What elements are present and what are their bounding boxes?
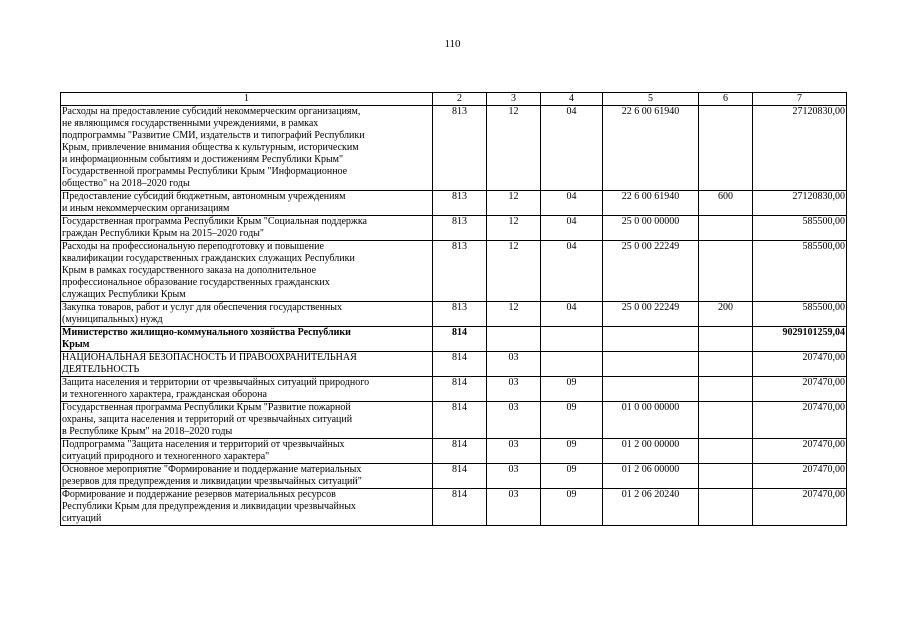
target-article-code-cell: 01 2 00 00000 xyxy=(603,439,699,464)
expense-type-code-cell: 200 xyxy=(699,302,753,327)
section-code-cell: 12 xyxy=(487,191,541,216)
column-number-header: 6 xyxy=(699,93,753,106)
section-code-cell: 12 xyxy=(487,106,541,191)
amount-cell: 207470,00 xyxy=(753,439,847,464)
expense-type-code-cell xyxy=(699,106,753,191)
section-code-cell: 03 xyxy=(487,439,541,464)
target-article-code-cell: 01 2 06 00000 xyxy=(603,464,699,489)
ministry-code-cell: 813 xyxy=(433,191,487,216)
item-name-line: в Республике Крым" на 2018–2020 годы xyxy=(62,426,233,437)
section-code-cell: 03 xyxy=(487,377,541,402)
item-name-cell xyxy=(61,377,433,402)
expense-type-code-cell xyxy=(699,327,753,352)
expense-type-code-cell xyxy=(699,489,753,526)
item-name-line: Крым в рамках государственного заказа на дополнительное xyxy=(62,265,317,276)
ministry-code-cell: 814 xyxy=(433,489,487,526)
ministry-code-cell: 814 xyxy=(433,352,487,377)
target-article-code-cell: 22 6 00 61940 xyxy=(603,106,699,191)
subsection-code-cell xyxy=(541,327,603,352)
section-code-cell: 03 xyxy=(487,352,541,377)
subsection-code-cell: 09 xyxy=(541,489,603,526)
subsection-code-cell: 09 xyxy=(541,439,603,464)
target-article-code-cell xyxy=(603,377,699,402)
item-name-line: Защита населения и территории от чрезвычайных ситуаций природного xyxy=(62,377,370,388)
table-row xyxy=(61,352,847,377)
item-name-line: ситуаций природного и техногенного характера" xyxy=(62,451,270,462)
budget-table xyxy=(60,92,847,526)
item-name-cell xyxy=(61,327,433,352)
target-article-code-cell: 22 6 00 61940 xyxy=(603,191,699,216)
item-name-cell xyxy=(61,302,433,327)
subsection-code-cell: 09 xyxy=(541,464,603,489)
item-name-line: и техногенного характера, гражданская оборона xyxy=(62,389,267,400)
expense-type-code-cell xyxy=(699,352,753,377)
subsection-code-cell: 04 xyxy=(541,106,603,191)
item-name-line: граждан Республики Крым на 2015–2020 годы" xyxy=(62,228,264,239)
table-row xyxy=(61,241,847,302)
column-number-header: 1 xyxy=(61,93,433,106)
target-article-code-cell: 01 0 00 00000 xyxy=(603,402,699,439)
target-article-code-cell: 25 0 00 22249 xyxy=(603,241,699,302)
item-name-line: подпрограммы "Развитие СМИ, издательств и типографий Республики xyxy=(62,130,365,141)
item-name-line: Крым, привлечение внимания общества к культурным, историческим xyxy=(62,142,359,153)
amount-cell: 207470,00 xyxy=(753,377,847,402)
item-name-line: и информационным событиям и достижениям Республики Крым" xyxy=(62,154,344,165)
target-article-code-cell xyxy=(603,352,699,377)
expense-type-code-cell xyxy=(699,216,753,241)
ministry-code-cell: 814 xyxy=(433,402,487,439)
subsection-code-cell: 04 xyxy=(541,241,603,302)
item-name-line: ситуаций xyxy=(62,513,102,524)
expense-type-code-cell xyxy=(699,464,753,489)
item-name-line: Республики Крым для предупреждения и ликвидации чрезвычайных xyxy=(62,501,356,512)
table-body xyxy=(61,106,847,526)
item-name-line: Расходы на профессиональную переподготовку и повышение xyxy=(62,241,324,252)
expense-type-code-cell xyxy=(699,402,753,439)
expense-type-code-cell: 600 xyxy=(699,191,753,216)
amount-cell: 207470,00 xyxy=(753,402,847,439)
subsection-code-cell xyxy=(541,352,603,377)
target-article-code-cell xyxy=(603,327,699,352)
section-code-cell: 12 xyxy=(487,241,541,302)
item-name-line: квалификации государственных гражданских служащих Республики xyxy=(62,253,355,264)
subsection-code-cell: 04 xyxy=(541,191,603,216)
table-row xyxy=(61,106,847,191)
item-name-line: и иным некоммерческим организациям xyxy=(62,203,230,214)
column-number-header: 4 xyxy=(541,93,603,106)
amount-cell: 207470,00 xyxy=(753,489,847,526)
subsection-code-cell: 09 xyxy=(541,377,603,402)
item-name-cell xyxy=(61,402,433,439)
target-article-code-cell: 01 2 06 20240 xyxy=(603,489,699,526)
item-name-line: Предоставление субсидий бюджетным, автономным учреждениям xyxy=(62,191,346,202)
section-code-cell xyxy=(487,327,541,352)
item-name-cell xyxy=(61,191,433,216)
ministry-code-cell: 813 xyxy=(433,106,487,191)
item-name-line: Крым xyxy=(62,339,90,350)
item-name-line: Расходы на предоставление субсидий некоммерческим организациям, xyxy=(62,106,361,117)
table-row xyxy=(61,377,847,402)
column-number-row xyxy=(61,93,847,106)
item-name-line: Государственная программа Республики Крым "Развитие пожарной xyxy=(62,402,351,413)
page-number: 110 xyxy=(444,38,461,50)
amount-cell: 585500,00 xyxy=(753,241,847,302)
section-code-cell: 03 xyxy=(487,464,541,489)
ministry-code-cell: 814 xyxy=(433,377,487,402)
expense-type-code-cell xyxy=(699,241,753,302)
amount-cell: 207470,00 xyxy=(753,464,847,489)
ministry-code-cell: 813 xyxy=(433,302,487,327)
section-code-cell: 03 xyxy=(487,489,541,526)
ministry-code-cell: 814 xyxy=(433,439,487,464)
item-name-cell xyxy=(61,464,433,489)
item-name-line: Государственной программы Республики Крым "Информационное xyxy=(62,166,348,177)
ministry-code-cell: 813 xyxy=(433,216,487,241)
table-row xyxy=(61,327,847,352)
item-name-line: Закупка товаров, работ и услуг для обеспечения государственных xyxy=(62,302,343,313)
amount-cell: 207470,00 xyxy=(753,352,847,377)
amount-cell: 9029101259,04 xyxy=(753,327,847,352)
amount-cell: 585500,00 xyxy=(753,216,847,241)
item-name-line: Государственная программа Республики Крым "Социальная поддержка xyxy=(62,216,367,227)
subsection-code-cell: 04 xyxy=(541,302,603,327)
item-name-line: ДЕЯТЕЛЬНОСТЬ xyxy=(62,364,140,375)
amount-cell: 585500,00 xyxy=(753,302,847,327)
subsection-code-cell: 04 xyxy=(541,216,603,241)
item-name-line: общество" на 2018–2020 годы xyxy=(62,178,190,189)
table-row xyxy=(61,302,847,327)
item-name-line: Основное мероприятие "Формирование и поддержание материальных xyxy=(62,464,362,475)
column-number-header: 3 xyxy=(487,93,541,106)
item-name-cell xyxy=(61,241,433,302)
item-name-cell xyxy=(61,106,433,191)
item-name-line: НАЦИОНАЛЬНАЯ БЕЗОПАСНОСТЬ И ПРАВООХРАНИТЕЛЬНАЯ xyxy=(62,352,357,363)
target-article-code-cell: 25 0 00 22249 xyxy=(603,302,699,327)
ministry-code-cell: 814 xyxy=(433,327,487,352)
item-name-cell xyxy=(61,216,433,241)
amount-cell: 27120830,00 xyxy=(753,191,847,216)
item-name-line: Подпрограмма "Защита населения и территорий от чрезвычайных xyxy=(62,439,345,450)
amount-cell: 27120830,00 xyxy=(753,106,847,191)
column-number-header: 7 xyxy=(753,93,847,106)
table-row xyxy=(61,402,847,439)
table-row xyxy=(61,439,847,464)
item-name-line: Формирование и поддержание резервов материальных ресурсов xyxy=(62,489,336,500)
expense-type-code-cell xyxy=(699,377,753,402)
item-name-line: Министерство жилищно-коммунального хозяйства Республики xyxy=(62,327,351,338)
item-name-line: охраны, защита населения и территорий от чрезвычайных ситуаций xyxy=(62,414,353,425)
item-name-line: не являющимся государственными учреждениями, в рамках xyxy=(62,118,319,129)
ministry-code-cell: 814 xyxy=(433,464,487,489)
section-code-cell: 12 xyxy=(487,302,541,327)
target-article-code-cell: 25 0 00 00000 xyxy=(603,216,699,241)
expense-type-code-cell xyxy=(699,439,753,464)
table-row xyxy=(61,216,847,241)
item-name-cell xyxy=(61,439,433,464)
item-name-cell xyxy=(61,489,433,526)
table-row xyxy=(61,464,847,489)
column-number-header: 2 xyxy=(433,93,487,106)
table-row xyxy=(61,489,847,526)
item-name-cell xyxy=(61,352,433,377)
ministry-code-cell: 813 xyxy=(433,241,487,302)
item-name-line: резервов для предупреждения и ликвидации чрезвычайных ситуаций" xyxy=(62,476,362,487)
item-name-line: (муниципальных) нужд xyxy=(62,314,163,325)
section-code-cell: 03 xyxy=(487,402,541,439)
section-code-cell: 12 xyxy=(487,216,541,241)
subsection-code-cell: 09 xyxy=(541,402,603,439)
item-name-line: служащих Республики Крым xyxy=(62,289,186,300)
item-name-line: профессиональное образование государственных гражданских xyxy=(62,277,330,288)
table-row xyxy=(61,191,847,216)
column-number-header: 5 xyxy=(603,93,699,106)
